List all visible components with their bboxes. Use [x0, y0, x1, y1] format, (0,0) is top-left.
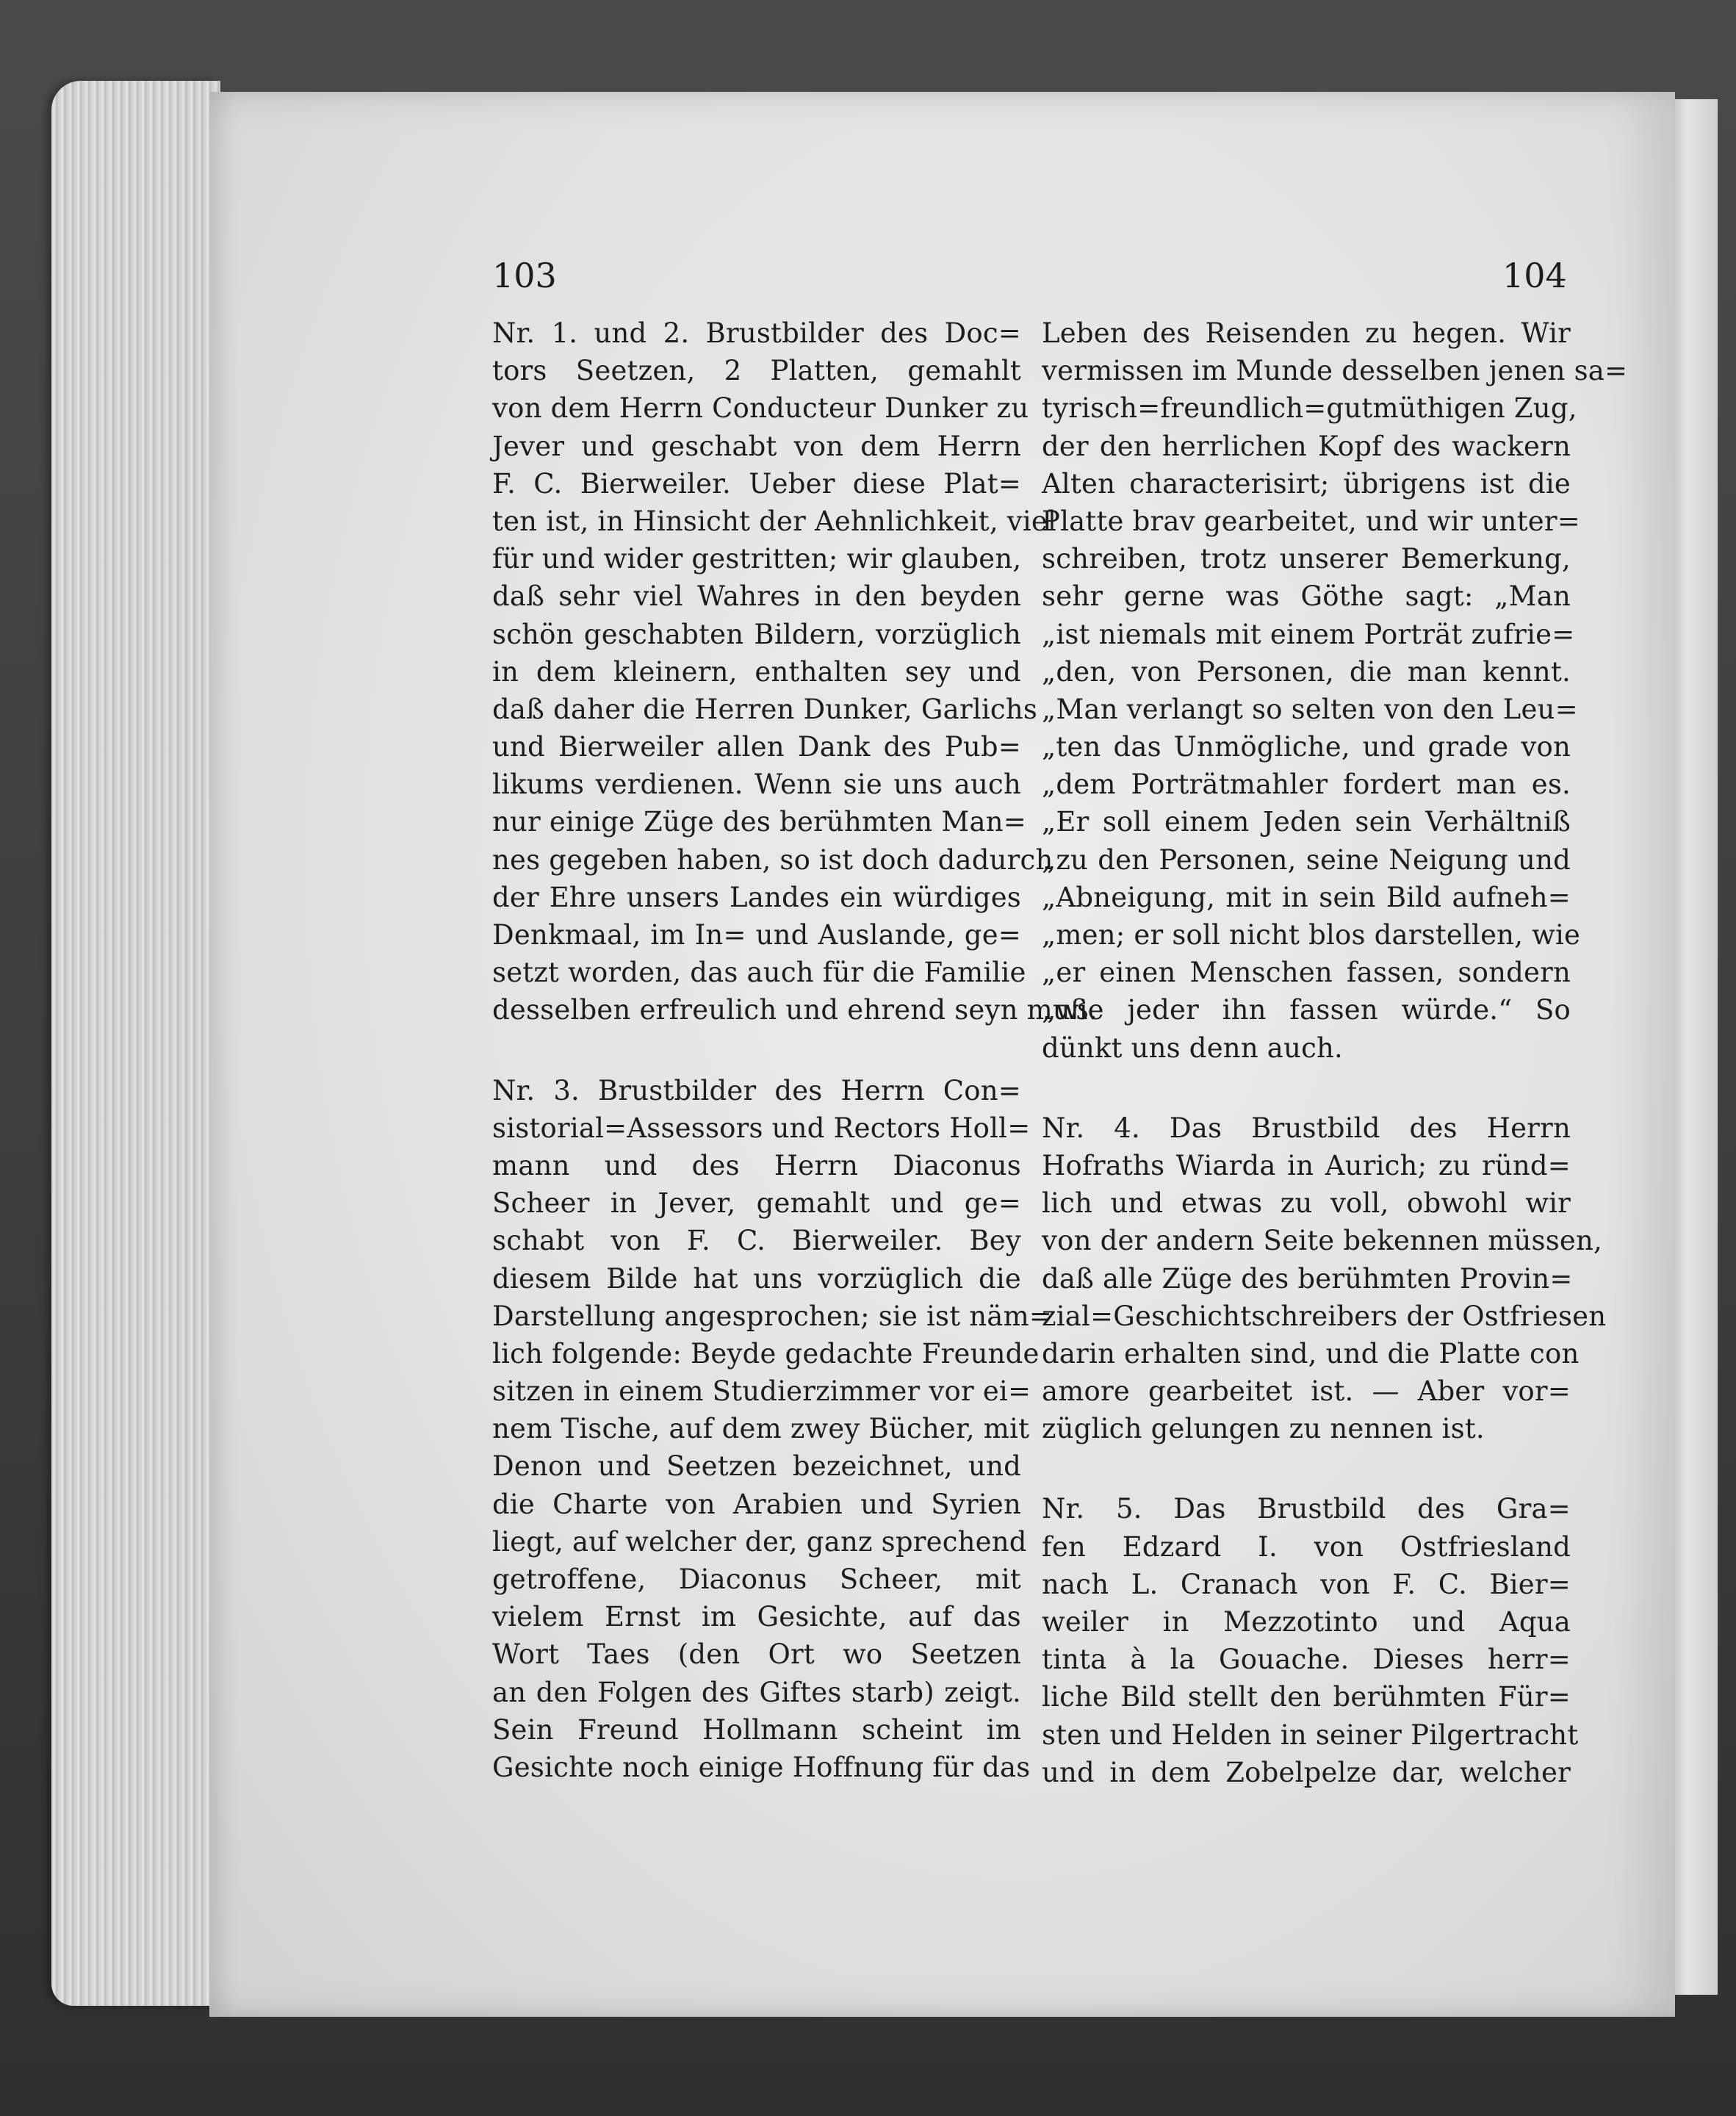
text-line: Nr. 5. Das Brustbild des Gra=	[1042, 1493, 1571, 1525]
text-line: liegt, auf welcher der, ganz sprechend	[492, 1525, 1027, 1558]
text-line: tors Seetzen, 2 Platten, gemahlt	[492, 355, 1021, 387]
text-line: fen Edzard I. von Ostfriesland	[1042, 1530, 1571, 1563]
text-line: likums verdienen. Wenn sie uns auch	[492, 769, 1021, 801]
text-line: „wie jeder ihn fassen würde.“ So	[1042, 994, 1571, 1026]
text-line: sehr gerne was Göthe sagt: „Man	[1042, 580, 1571, 613]
text-line: „Er soll einem Jeden sein Verhältniß	[1042, 806, 1571, 838]
text-line: „dem Porträtmahler fordert man es.	[1042, 769, 1571, 801]
text-column-right	[1042, 314, 1628, 1791]
text-line: der Ehre unsers Landes ein würdiges	[492, 881, 1021, 913]
text-line: liche Bild stellt den berühmten Für=	[1042, 1681, 1571, 1713]
text-line: vielem Ernst im Gesichte, auf das	[492, 1601, 1021, 1633]
text-line: Scheer in Jever, gemahlt und ge=	[492, 1187, 1021, 1220]
text-line: tyrisch=freundlich=gutmüthigen Zug,	[1042, 392, 1577, 425]
text-line: lich folgende: Beyde gedachte Freunde	[492, 1337, 1040, 1370]
text-line: daß sehr viel Wahres in den beyden	[492, 580, 1021, 613]
paragraph-nr-3	[492, 1072, 1053, 1787]
text-line: von dem Herrn Conducteur Dunker zu	[492, 392, 1029, 425]
text-line: „men; er soll nicht blos darstellen, wie	[1042, 919, 1581, 951]
text-line: Gesichte noch einige Hoffnung für das	[492, 1751, 1031, 1783]
paragraph-gap	[1042, 1447, 1571, 1490]
text-line: nach L. Cranach von F. C. Bier=	[1042, 1568, 1571, 1600]
text-line: Denkmaal, im In= und Auslande, ge=	[492, 919, 1021, 951]
text-line: „ten das Unmögliche, und grade von	[1042, 731, 1571, 763]
text-line: tinta à la Gouache. Dieses herr=	[1042, 1644, 1571, 1676]
text-line: Wort Taes (den Ort wo Seetzen	[492, 1638, 1021, 1671]
text-line: in dem kleinern, enthalten sey und	[492, 655, 1021, 688]
text-line: schön geschabten Bildern, vorzüglich	[492, 618, 1021, 650]
text-line: ten ist, in Hinsicht der Aehnlichkeit, viel	[492, 505, 1057, 537]
text-line: vermissen im Munde desselben jenen sa=	[1042, 355, 1628, 387]
text-line: Jever und geschabt von dem Herrn	[492, 430, 1021, 462]
text-line: Platte brav gearbeitet, und wir unter=	[1042, 505, 1580, 537]
text-line: „er einen Menschen fassen, sondern	[1042, 957, 1571, 989]
text-line: sistorial=Assessors und Rectors Holl=	[492, 1112, 1031, 1144]
text-line: Alten characterisirt; übrigens ist die	[1042, 467, 1571, 500]
paragraph-nr-5	[1042, 1490, 1579, 1791]
text-line: Leben des Reisenden zu hegen. Wir	[1042, 317, 1571, 349]
text-line: lich und etwas zu voll, obwohl wir	[1042, 1187, 1571, 1220]
text-line: schabt von F. C. Bierweiler. Bey	[492, 1225, 1021, 1257]
text-line: und in dem Zobelpelze dar, welcher	[1042, 1756, 1571, 1788]
text-line: nem Tische, auf dem zwey Bücher, mit	[492, 1413, 1030, 1445]
text-line: der den herrlichen Kopf des wackern	[1042, 430, 1571, 462]
paragraph-nr-4	[1042, 1109, 1607, 1448]
page-number-right: 104	[1502, 256, 1567, 295]
text-line: Darstellung angesprochen; sie ist näm=	[492, 1300, 1053, 1332]
text-line: sitzen in einem Studierzimmer vor ei=	[492, 1375, 1031, 1408]
text-line: weiler in Mezzotinto und Aqua	[1042, 1606, 1571, 1638]
paragraph-nr-1-2	[492, 314, 1098, 1029]
text-line: setzt worden, das auch für die Familie	[492, 957, 1026, 989]
text-line: getroffene, Diaconus Scheer, mit	[492, 1563, 1021, 1595]
text-line: Nr. 4. Das Brustbild des Herrn	[1042, 1112, 1571, 1144]
page-number-left: 103	[492, 256, 557, 295]
text-line: von der andern Seite bekennen müssen,	[1042, 1225, 1602, 1257]
paragraph-gap	[1042, 1067, 1571, 1109]
text-line: amore gearbeitet ist. — Aber vor=	[1042, 1375, 1571, 1408]
text-line: nes gegeben haben, so ist doch dadurch	[492, 843, 1054, 876]
text-line: Nr. 3. Brustbilder des Herrn Con=	[492, 1074, 1021, 1106]
page-edges	[51, 81, 220, 2006]
text-line: zial=Geschichtschreibers der Ostfriesen	[1042, 1300, 1607, 1332]
text-line: dünkt uns denn auch.	[1042, 1032, 1344, 1064]
text-line: Nr. 1. und 2. Brustbilder des Doc=	[492, 317, 1021, 349]
text-line: desselben erfreulich und ehrend seyn muß.	[492, 994, 1098, 1026]
text-line: mann und des Herrn Diaconus	[492, 1149, 1021, 1181]
text-line: „den, von Personen, die man kennt.	[1042, 655, 1571, 688]
text-line: daß daher die Herren Dunker, Garlichs	[492, 693, 1038, 725]
text-line: schreiben, trotz unserer Bemerkung,	[1042, 543, 1571, 575]
text-line: züglich gelungen zu nennen ist.	[1042, 1413, 1485, 1445]
text-line: die Charte von Arabien und Syrien	[492, 1488, 1021, 1520]
text-line: Denon und Seetzen bezeichnet, und	[492, 1450, 1021, 1483]
text-line: daß alle Züge des berühmten Provin=	[1042, 1262, 1573, 1295]
text-line: „Man verlangt so selten von den Leu=	[1042, 693, 1578, 725]
text-line: sten und Helden in seiner Pilgertracht	[1042, 1719, 1579, 1751]
text-line: „zu den Personen, seine Neigung und	[1042, 843, 1571, 876]
text-column-left	[492, 314, 1098, 1786]
text-line: „Abneigung, mit in sein Bild aufneh=	[1042, 881, 1571, 913]
text-line: und Bierweiler allen Dank des Pub=	[492, 731, 1021, 763]
text-line: darin erhalten sind, und die Platte con	[1042, 1337, 1580, 1370]
text-line: „ist niemals mit einem Porträt zufrie=	[1042, 618, 1575, 650]
text-line: Hofraths Wiarda in Aurich; zu ründ=	[1042, 1149, 1571, 1181]
text-line: für und wider gestritten; wir glauben,	[492, 543, 1022, 575]
text-line: F. C. Bierweiler. Ueber diese Plat=	[492, 467, 1021, 500]
text-line: diesem Bilde hat uns vorzüglich die	[492, 1262, 1021, 1295]
paragraph-continuation	[1042, 314, 1628, 1067]
text-line: Sein Freund Hollmann scheint im	[492, 1713, 1021, 1746]
text-line: nur einige Züge des berühmten Man=	[492, 806, 1026, 838]
text-line: an den Folgen des Giftes starb) zeigt.	[492, 1676, 1021, 1708]
paragraph-gap	[492, 1029, 1021, 1072]
